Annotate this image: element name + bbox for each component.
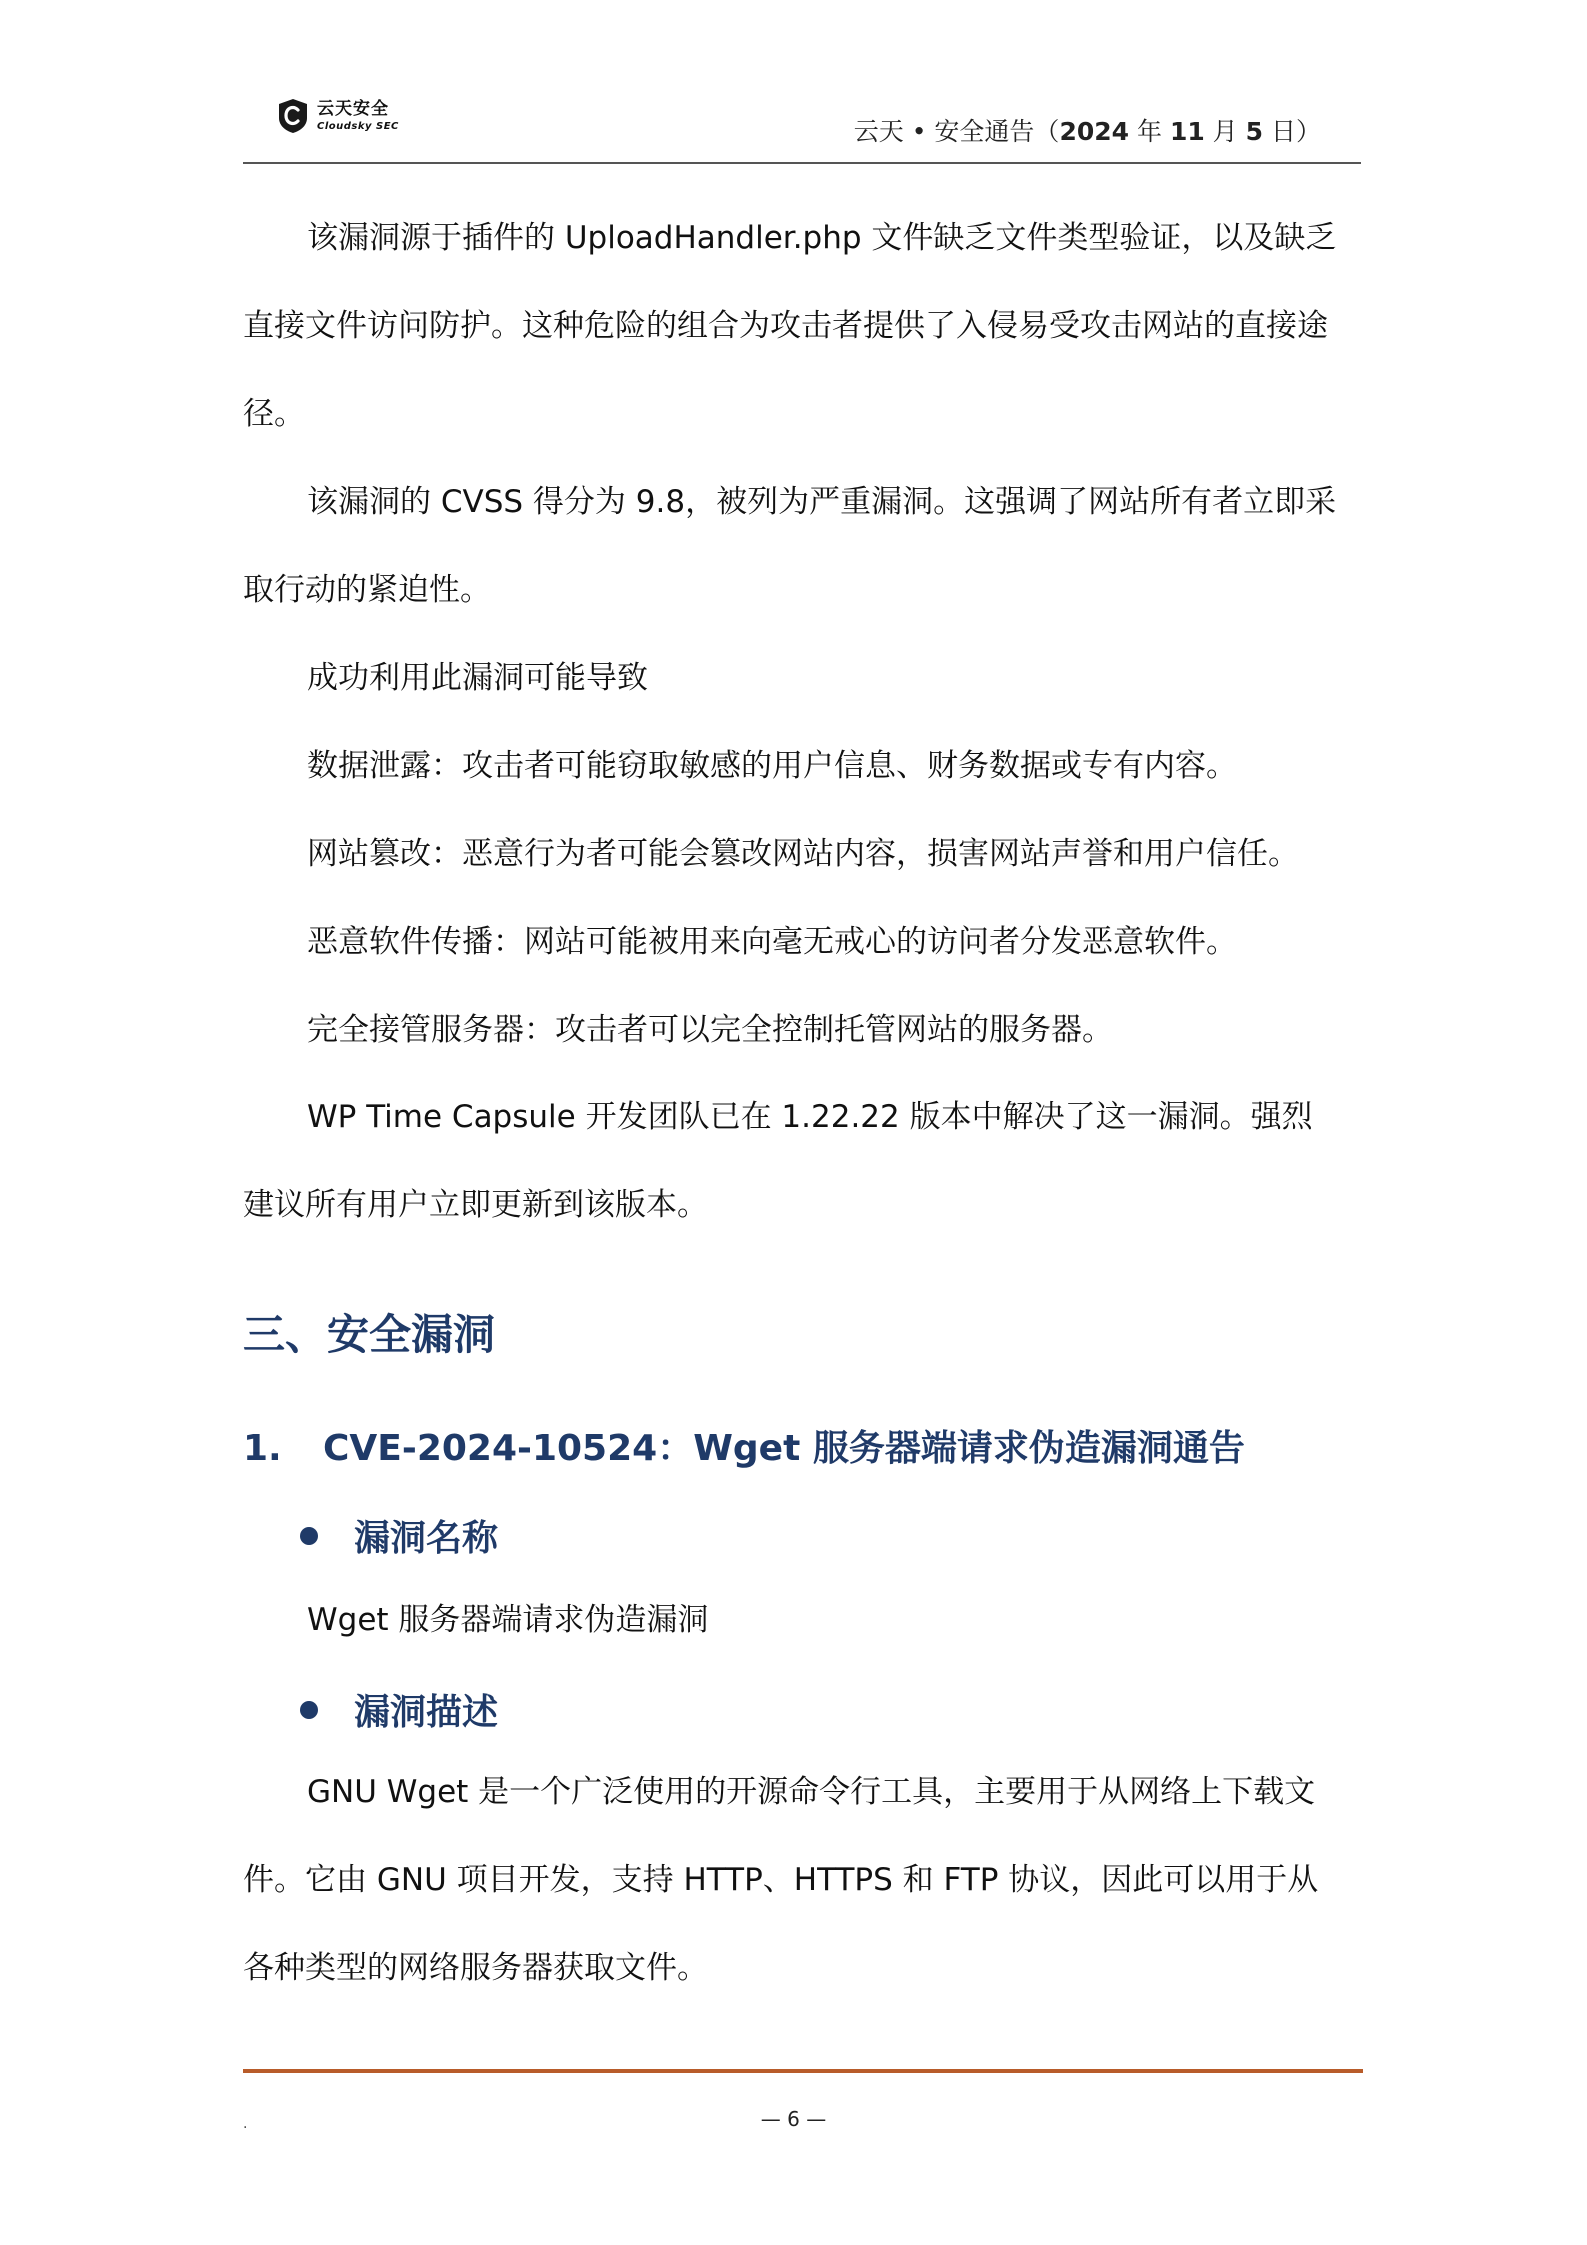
bullet-vuln-name: 漏洞名称 [300, 1510, 498, 1561]
vuln-name-text: Wget 服务器端请求伪造漏洞 [307, 1602, 709, 1638]
paragraph-fix: WP Time Capsule 开发团队已在 1.22.22 版本中解决了这一漏洞。强烈建议所有用户立即更新到该版本。 [243, 1099, 1313, 1223]
impact-data-leak: 数据泄露：攻击者可能窃取敏感的用户信息、财务数据或专有内容。 [307, 748, 1237, 784]
footer-mark: . [243, 2116, 248, 2132]
logo-english-text: Cloudsky SEC [317, 120, 399, 132]
impact-server-takeover: 完全接管服务器：攻击者可以完全控制托管网站的服务器。 [307, 1012, 1113, 1048]
bullet-dot-icon [300, 1701, 318, 1719]
logo-chinese-text: 云天安全 [317, 98, 389, 119]
impact-intro: 成功利用此漏洞可能导致 [307, 660, 648, 696]
bullet-vuln-description: 漏洞描述 [300, 1684, 498, 1735]
header-title: 云天 • 安全通告（2024 年 11 月 5 日） [853, 117, 1321, 146]
page-header [243, 92, 1361, 164]
impact-malware: 恶意软件传播：网站可能被用来向毫无戒心的访问者分发恶意软件。 [307, 924, 1237, 960]
vuln-description-text: GNU Wget 是一个广泛使用的开源命令行工具，主要用于从网络上下载文件。它由 GNU 项目开发，支持 HTTP、HTTPS 和 FTP 协议，因此可以用于从各种类型的网络服务器获取文件。 [243, 1774, 1319, 1986]
bullet-dot-icon [300, 1527, 318, 1545]
shield-c-icon [277, 98, 309, 134]
subsection-heading: 1. CVE-2024-10524：Wget 服务器端请求伪造漏洞通告 [243, 1428, 1245, 1469]
paragraph-cvss: 该漏洞的 CVSS 得分为 9.8，被列为严重漏洞。这强调了网站所有者立即采取行动的紧迫性。 [243, 484, 1337, 608]
impact-defacement: 网站篡改：恶意行为者可能会篡改网站内容，损害网站声誉和用户信任。 [307, 836, 1299, 872]
section-heading: 三、安全漏洞 [243, 1310, 496, 1359]
footer-divider [243, 2069, 1363, 2073]
paragraph-upload-handler: 该漏洞源于插件的 UploadHandler.php 文件缺乏文件类型验证，以及缺乏直接文件访问防护。这种危险的组合为攻击者提供了入侵易受攻击网站的直接途径。 [243, 220, 1337, 432]
company-logo [277, 98, 399, 134]
page-number: — 6 — [760, 2107, 827, 2131]
